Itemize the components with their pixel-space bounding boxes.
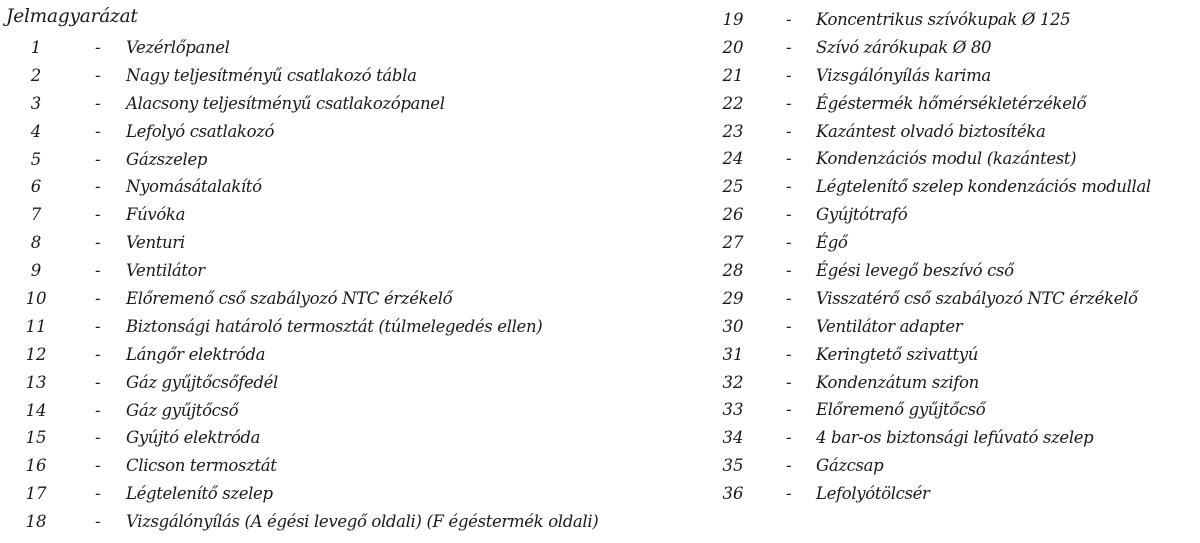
legend-item-number: 24 (722, 149, 744, 169)
legend-item-separator: - (786, 177, 792, 197)
legend-item-number: 21 (722, 65, 744, 85)
legend-item-separator: - (95, 400, 101, 420)
legend-item-separator: - (95, 93, 101, 113)
legend-item-separator: - (95, 316, 101, 336)
legend-item-number: 1 (30, 38, 42, 57)
legend-title: Jelmagyarázat (6, 6, 138, 27)
legend-item-separator: - (95, 205, 101, 225)
legend-item-label: Vizsgálónyílás karima (816, 65, 991, 85)
legend-item-number: 18 (25, 512, 47, 532)
legend-item-separator: - (95, 38, 101, 57)
legend-item-label: Biztonsági határoló termosztát (túlmelegedés ellen) (126, 316, 543, 336)
legend-item-label: Vezérlőpanel (126, 38, 230, 57)
legend-item-number: 15 (25, 428, 47, 448)
legend-item-separator: - (786, 288, 792, 308)
legend-item-number: 8 (30, 233, 42, 253)
legend-item-separator: - (786, 37, 792, 57)
legend-item-number: 33 (722, 400, 744, 420)
legend-item-number: 5 (30, 149, 42, 169)
legend-item-number: 16 (25, 456, 47, 476)
legend-item-number: 35 (722, 456, 744, 476)
legend-item-label: Nyomásátalakító (126, 177, 262, 197)
legend-item-separator: - (95, 372, 101, 392)
legend-item-label: Alacsony teljesítményű csatlakozópanel (126, 93, 445, 113)
legend-item-label: Légtelenítő szelep (126, 484, 273, 504)
legend-item-number: 10 (25, 289, 47, 309)
legend-item-label: Égő (816, 233, 848, 253)
legend-item-separator: - (786, 10, 792, 29)
legend-item-number: 28 (722, 261, 744, 281)
legend-item-separator: - (786, 205, 792, 225)
legend-item-label: Kondenzációs modul (kazántest) (816, 149, 1077, 169)
legend-item-label: Lefolyótölcsér (816, 484, 930, 504)
legend-item-separator: - (95, 456, 101, 476)
legend-item-number: 27 (722, 233, 744, 253)
legend-item-separator: - (786, 400, 792, 420)
legend-item-separator: - (95, 121, 101, 141)
legend-item-number: 30 (722, 316, 744, 336)
legend-item-label: Gáz gyűjtőcső (126, 400, 239, 420)
legend-item-label: 4 bar-os biztonsági lefúvató szelep (816, 428, 1094, 448)
legend-item-label: Gyújtótrafó (816, 205, 908, 225)
legend-item-number: 25 (722, 177, 744, 197)
legend-item-separator: - (95, 233, 101, 253)
legend-item-number: 22 (722, 93, 744, 113)
legend-item-number: 19 (722, 10, 744, 29)
legend-item-label: Lángőr elektróda (126, 344, 266, 364)
legend-item-number: 2 (30, 65, 42, 85)
legend-item-number: 6 (30, 177, 42, 197)
legend-item-number: 20 (722, 37, 744, 57)
legend-item-number: 23 (722, 121, 744, 141)
legend-item-separator: - (95, 344, 101, 364)
legend-item-label: Gyújtó elektróda (126, 428, 261, 448)
legend-item-separator: - (786, 65, 792, 85)
legend-item-label: Gázcsap (816, 456, 884, 476)
legend-item-number: 31 (722, 344, 744, 364)
legend-item-number: 14 (25, 400, 47, 420)
legend-item-label: Venturi (126, 233, 185, 253)
legend-item-separator: - (786, 344, 792, 364)
legend-item-number: 34 (722, 428, 744, 448)
legend-item-number: 4 (30, 121, 42, 141)
legend-item-label: Ventilátor (126, 261, 205, 281)
legend-item-separator: - (786, 261, 792, 281)
legend-item-separator: - (786, 149, 792, 169)
legend-item-separator: - (95, 149, 101, 169)
legend-item-separator: - (95, 177, 101, 197)
legend-item-label: Szívó zárókupak Ø 80 (816, 37, 992, 57)
legend-item-label: Fúvóka (126, 205, 186, 225)
legend-item-separator: - (786, 372, 792, 392)
legend-item-separator: - (786, 233, 792, 253)
legend-item-separator: - (95, 289, 101, 309)
legend-item-number: 36 (722, 484, 744, 504)
legend-item-label: Keringtető szivattyú (816, 344, 979, 364)
legend-item-number: 12 (25, 344, 47, 364)
legend-item-label: Égéstermék hőmérsékletérzékelő (816, 93, 1087, 113)
legend-item-separator: - (95, 65, 101, 85)
legend-item-label: Lefolyó csatlakozó (126, 121, 275, 141)
legend-item-number: 9 (30, 261, 42, 281)
legend-item-label: Ventilátor adapter (816, 316, 963, 336)
legend-item-label: Kondenzátum szifon (816, 372, 979, 392)
legend-item-label: Nagy teljesítményű csatlakozó tábla (126, 65, 417, 85)
legend-item-label: Visszatérő cső szabályozó NTC érzékelő (816, 288, 1138, 308)
legend-item-label: Kazántest olvadó biztosítéka (816, 121, 1046, 141)
legend-item-number: 7 (30, 205, 42, 225)
legend-item-number: 26 (722, 205, 744, 225)
legend-item-number: 32 (722, 372, 744, 392)
legend-item-label: Előremenő cső szabályozó NTC érzékelő (126, 289, 453, 309)
legend-item-number: 29 (722, 288, 744, 308)
legend-item-separator: - (786, 456, 792, 476)
legend-item-separator: - (95, 261, 101, 281)
legend-item-separator: - (786, 484, 792, 504)
legend-item-label: Gáz gyűjtőcsőfedél (126, 372, 278, 392)
legend-item-separator: - (786, 121, 792, 141)
legend-item-separator: - (95, 428, 101, 448)
legend-item-label: Vizsgálónyílás (A égési levegő oldali) (F égéstermék oldali) (126, 512, 599, 532)
legend-item-separator: - (786, 93, 792, 113)
legend-item-number: 3 (30, 93, 42, 113)
legend-item-label: Koncentrikus szívókupak Ø 125 (816, 10, 1071, 29)
legend-item-label: Gázszelep (126, 149, 208, 169)
legend-item-separator: - (95, 512, 101, 532)
legend-item-number: 11 (25, 316, 47, 336)
legend-item-label: Égési levegő beszívó cső (816, 261, 1014, 281)
legend-item-separator: - (95, 484, 101, 504)
legend-item-label: Légtelenítő szelep kondenzációs modullal (816, 177, 1151, 197)
legend-item-number: 13 (25, 372, 47, 392)
legend-item-separator: - (786, 428, 792, 448)
legend-item-label: Előremenő gyűjtőcső (816, 400, 986, 420)
legend-item-separator: - (786, 316, 792, 336)
legend-item-number: 17 (25, 484, 47, 504)
legend-item-label: Clicson termosztát (126, 456, 277, 476)
